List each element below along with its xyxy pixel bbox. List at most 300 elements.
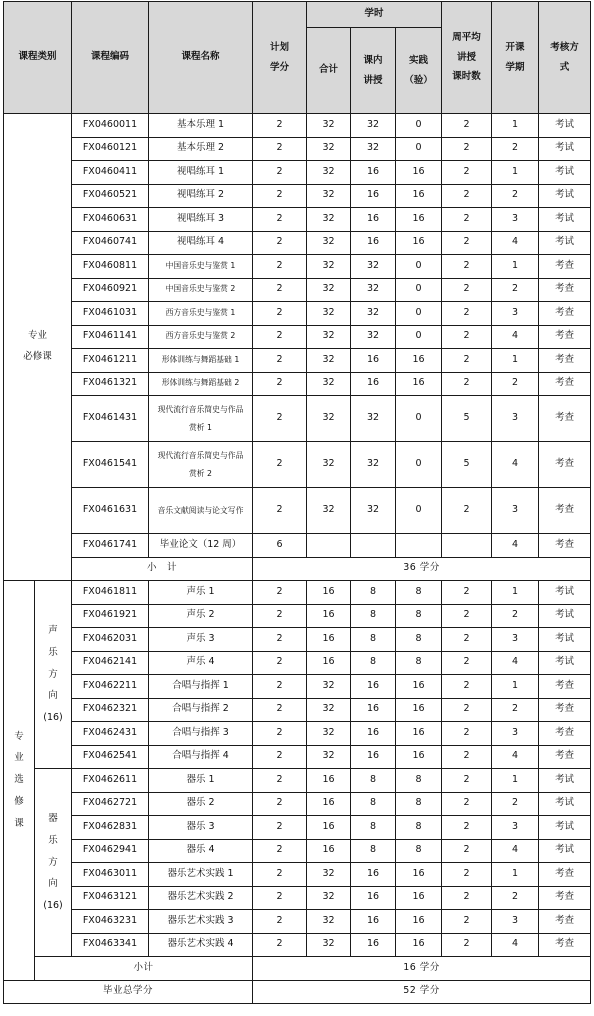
course-name: 器乐艺术实践 1 bbox=[149, 863, 253, 887]
course-name: 器乐 2 bbox=[149, 792, 253, 816]
course-semester: 1 bbox=[492, 675, 539, 699]
course-code: FX0462611 bbox=[72, 769, 149, 793]
course-code: FX0460741 bbox=[72, 231, 149, 255]
course-semester: 1 bbox=[492, 349, 539, 373]
course-name: 形体训练与舞蹈基础 1 bbox=[149, 349, 253, 373]
course-total: 16 bbox=[307, 581, 351, 605]
course-name: 视唱练耳 1 bbox=[149, 161, 253, 185]
table-row bbox=[4, 488, 591, 534]
course-credits: 2 bbox=[253, 488, 307, 534]
header-name: 课程名称 bbox=[149, 2, 253, 114]
table-row bbox=[4, 231, 591, 255]
course-total: 32 bbox=[307, 325, 351, 349]
course-weekly bbox=[442, 534, 492, 558]
course-semester: 4 bbox=[492, 325, 539, 349]
course-assessment: 考查 bbox=[539, 372, 591, 396]
course-credits: 2 bbox=[253, 114, 307, 138]
course-lecture: 8 bbox=[351, 839, 396, 863]
course-name: 声乐 2 bbox=[149, 604, 253, 628]
course-credits: 2 bbox=[253, 278, 307, 302]
course-weekly: 2 bbox=[442, 933, 492, 957]
course-practice: 8 bbox=[396, 792, 442, 816]
course-practice: 16 bbox=[396, 231, 442, 255]
course-lecture: 8 bbox=[351, 604, 396, 628]
course-total: 32 bbox=[307, 442, 351, 488]
course-lecture: 16 bbox=[351, 910, 396, 934]
course-semester: 4 bbox=[492, 231, 539, 255]
course-practice: 16 bbox=[396, 349, 442, 373]
course-semester: 2 bbox=[492, 792, 539, 816]
course-assessment: 考查 bbox=[539, 910, 591, 934]
course-assessment: 考试 bbox=[539, 651, 591, 675]
course-name: 声乐 4 bbox=[149, 651, 253, 675]
table-row bbox=[4, 628, 591, 652]
course-weekly: 2 bbox=[442, 604, 492, 628]
course-weekly: 2 bbox=[442, 161, 492, 185]
course-credits: 2 bbox=[253, 255, 307, 279]
course-assessment: 考查 bbox=[539, 933, 591, 957]
table-row bbox=[4, 372, 591, 396]
header-weekly: 周平均 讲授 课时数 bbox=[442, 2, 492, 114]
course-credits: 2 bbox=[253, 745, 307, 769]
table-body bbox=[4, 114, 591, 1004]
course-practice: 16 bbox=[396, 863, 442, 887]
course-practice: 16 bbox=[396, 208, 442, 232]
course-lecture: 16 bbox=[351, 231, 396, 255]
course-code: FX0463011 bbox=[72, 863, 149, 887]
course-weekly: 2 bbox=[442, 114, 492, 138]
course-total: 32 bbox=[307, 114, 351, 138]
course-lecture: 8 bbox=[351, 651, 396, 675]
table-row bbox=[4, 839, 591, 863]
course-total: 32 bbox=[307, 184, 351, 208]
course-code: FX0461811 bbox=[72, 581, 149, 605]
course-practice: 0 bbox=[396, 137, 442, 161]
course-code: FX0463121 bbox=[72, 886, 149, 910]
course-assessment: 考试 bbox=[539, 114, 591, 138]
course-name: 基本乐理 2 bbox=[149, 137, 253, 161]
course-assessment: 考查 bbox=[539, 442, 591, 488]
course-practice: 16 bbox=[396, 933, 442, 957]
course-weekly: 2 bbox=[442, 208, 492, 232]
course-code: FX0461541 bbox=[72, 442, 149, 488]
course-credits: 2 bbox=[253, 325, 307, 349]
course-total: 16 bbox=[307, 816, 351, 840]
course-credits: 2 bbox=[253, 675, 307, 699]
course-semester: 3 bbox=[492, 722, 539, 746]
table-row bbox=[4, 816, 591, 840]
category-elective: 专 业 选 修 课 bbox=[4, 581, 35, 981]
course-lecture: 8 bbox=[351, 581, 396, 605]
course-weekly: 2 bbox=[442, 651, 492, 675]
course-credits: 2 bbox=[253, 698, 307, 722]
course-code: FX0462541 bbox=[72, 745, 149, 769]
table-row bbox=[4, 933, 591, 957]
course-credits: 2 bbox=[253, 184, 307, 208]
course-assessment: 考试 bbox=[539, 581, 591, 605]
course-name: 现代流行音乐简史与作品赏析 2 bbox=[149, 442, 253, 488]
course-lecture: 16 bbox=[351, 161, 396, 185]
course-total: 32 bbox=[307, 208, 351, 232]
course-assessment: 考查 bbox=[539, 349, 591, 373]
course-lecture: 32 bbox=[351, 302, 396, 326]
course-semester: 3 bbox=[492, 488, 539, 534]
course-credits: 2 bbox=[253, 581, 307, 605]
course-weekly: 2 bbox=[442, 675, 492, 699]
course-total: 32 bbox=[307, 137, 351, 161]
course-weekly: 2 bbox=[442, 792, 492, 816]
course-semester: 4 bbox=[492, 933, 539, 957]
course-code: FX0462941 bbox=[72, 839, 149, 863]
table-row bbox=[4, 910, 591, 934]
course-semester: 2 bbox=[492, 278, 539, 302]
course-lecture: 16 bbox=[351, 863, 396, 887]
course-practice: 16 bbox=[396, 161, 442, 185]
course-semester: 3 bbox=[492, 816, 539, 840]
course-code: FX0461031 bbox=[72, 302, 149, 326]
course-lecture: 8 bbox=[351, 816, 396, 840]
course-credits: 2 bbox=[253, 372, 307, 396]
course-code: FX0462721 bbox=[72, 792, 149, 816]
course-name: 形体训练与舞蹈基础 2 bbox=[149, 372, 253, 396]
course-code: FX0460521 bbox=[72, 184, 149, 208]
subtotal-row-elective bbox=[4, 957, 591, 981]
course-semester: 4 bbox=[492, 745, 539, 769]
course-weekly: 2 bbox=[442, 863, 492, 887]
course-assessment: 考试 bbox=[539, 628, 591, 652]
course-semester: 4 bbox=[492, 651, 539, 675]
course-code: FX0460921 bbox=[72, 278, 149, 302]
course-total: 32 bbox=[307, 745, 351, 769]
course-total: 16 bbox=[307, 651, 351, 675]
header-assessment: 考核方 式 bbox=[539, 2, 591, 114]
course-total: 16 bbox=[307, 628, 351, 652]
course-practice: 0 bbox=[396, 302, 442, 326]
course-semester: 1 bbox=[492, 581, 539, 605]
course-lecture: 16 bbox=[351, 933, 396, 957]
course-code: FX0462431 bbox=[72, 722, 149, 746]
course-semester: 2 bbox=[492, 137, 539, 161]
course-assessment: 考查 bbox=[539, 886, 591, 910]
table-row bbox=[4, 161, 591, 185]
course-total: 32 bbox=[307, 161, 351, 185]
course-weekly: 2 bbox=[442, 372, 492, 396]
course-semester: 1 bbox=[492, 863, 539, 887]
course-code: FX0460411 bbox=[72, 161, 149, 185]
total-row bbox=[4, 980, 591, 1004]
course-lecture: 16 bbox=[351, 372, 396, 396]
course-assessment: 考查 bbox=[539, 255, 591, 279]
course-total: 16 bbox=[307, 792, 351, 816]
course-lecture bbox=[351, 534, 396, 558]
course-lecture: 32 bbox=[351, 255, 396, 279]
course-semester: 3 bbox=[492, 910, 539, 934]
course-weekly: 2 bbox=[442, 886, 492, 910]
course-weekly: 2 bbox=[442, 581, 492, 605]
course-name: 器乐 1 bbox=[149, 769, 253, 793]
course-lecture: 16 bbox=[351, 886, 396, 910]
course-total: 32 bbox=[307, 396, 351, 442]
course-weekly: 2 bbox=[442, 722, 492, 746]
course-weekly: 2 bbox=[442, 137, 492, 161]
course-practice: 0 bbox=[396, 114, 442, 138]
course-name: 合唱与指挥 2 bbox=[149, 698, 253, 722]
header-hours-group: 学时 bbox=[307, 2, 442, 28]
header-category: 课程类别 bbox=[4, 2, 72, 114]
subtotal-row-required bbox=[4, 557, 591, 581]
course-total: 32 bbox=[307, 910, 351, 934]
course-credits: 2 bbox=[253, 231, 307, 255]
table-row bbox=[4, 769, 591, 793]
course-weekly: 2 bbox=[442, 769, 492, 793]
course-code: FX0461741 bbox=[72, 534, 149, 558]
course-name: 声乐 1 bbox=[149, 581, 253, 605]
course-assessment: 考试 bbox=[539, 604, 591, 628]
course-name: 毕业论文（12 周） bbox=[149, 534, 253, 558]
course-name: 合唱与指挥 4 bbox=[149, 745, 253, 769]
instrumental-direction-label: 器 乐 方 向 (16) bbox=[35, 769, 72, 957]
course-practice bbox=[396, 534, 442, 558]
course-assessment: 考查 bbox=[539, 698, 591, 722]
course-code: FX0460121 bbox=[72, 137, 149, 161]
course-semester: 3 bbox=[492, 302, 539, 326]
course-lecture: 32 bbox=[351, 137, 396, 161]
header-semester: 开课 学期 bbox=[492, 2, 539, 114]
table-row bbox=[4, 581, 591, 605]
header-practice: 实践 （验） bbox=[396, 28, 442, 114]
table-row bbox=[4, 745, 591, 769]
course-practice: 8 bbox=[396, 816, 442, 840]
course-practice: 16 bbox=[396, 184, 442, 208]
course-lecture: 16 bbox=[351, 349, 396, 373]
course-semester: 2 bbox=[492, 372, 539, 396]
course-credits: 2 bbox=[253, 886, 307, 910]
course-practice: 0 bbox=[396, 325, 442, 349]
curriculum-table bbox=[3, 1, 591, 1004]
course-name: 器乐艺术实践 2 bbox=[149, 886, 253, 910]
course-practice: 8 bbox=[396, 581, 442, 605]
course-practice: 0 bbox=[396, 278, 442, 302]
course-weekly: 2 bbox=[442, 231, 492, 255]
course-assessment: 考试 bbox=[539, 769, 591, 793]
header-total: 合计 bbox=[307, 28, 351, 114]
header-credits: 计划 学分 bbox=[253, 2, 307, 114]
course-credits: 2 bbox=[253, 208, 307, 232]
course-code: FX0461631 bbox=[72, 488, 149, 534]
course-weekly: 2 bbox=[442, 488, 492, 534]
course-lecture: 32 bbox=[351, 325, 396, 349]
table-row bbox=[4, 137, 591, 161]
course-lecture: 16 bbox=[351, 208, 396, 232]
course-total: 32 bbox=[307, 231, 351, 255]
course-semester: 3 bbox=[492, 628, 539, 652]
course-credits: 2 bbox=[253, 722, 307, 746]
course-practice: 16 bbox=[396, 698, 442, 722]
course-total: 32 bbox=[307, 488, 351, 534]
course-credits: 2 bbox=[253, 349, 307, 373]
course-credits: 2 bbox=[253, 651, 307, 675]
course-code: FX0462141 bbox=[72, 651, 149, 675]
course-practice: 0 bbox=[396, 396, 442, 442]
table-row bbox=[4, 792, 591, 816]
course-credits: 2 bbox=[253, 137, 307, 161]
course-name: 合唱与指挥 3 bbox=[149, 722, 253, 746]
course-credits: 2 bbox=[253, 792, 307, 816]
total-value: 52 学分 bbox=[253, 980, 591, 1004]
header-code: 课程编码 bbox=[72, 2, 149, 114]
course-total: 32 bbox=[307, 698, 351, 722]
course-weekly: 2 bbox=[442, 302, 492, 326]
course-semester: 1 bbox=[492, 255, 539, 279]
course-name: 器乐艺术实践 4 bbox=[149, 933, 253, 957]
table-row bbox=[4, 886, 591, 910]
course-lecture: 32 bbox=[351, 488, 396, 534]
course-assessment: 考试 bbox=[539, 839, 591, 863]
course-name: 现代流行音乐简史与作品赏析 1 bbox=[149, 396, 253, 442]
table-row bbox=[4, 651, 591, 675]
course-credits: 6 bbox=[253, 534, 307, 558]
course-credits: 2 bbox=[253, 863, 307, 887]
course-total: 16 bbox=[307, 769, 351, 793]
course-weekly: 2 bbox=[442, 325, 492, 349]
course-lecture: 8 bbox=[351, 769, 396, 793]
course-name: 中国音乐史与鉴赏 2 bbox=[149, 278, 253, 302]
course-total: 16 bbox=[307, 839, 351, 863]
course-total: 32 bbox=[307, 933, 351, 957]
course-practice: 16 bbox=[396, 372, 442, 396]
course-assessment: 考查 bbox=[539, 863, 591, 887]
course-weekly: 2 bbox=[442, 816, 492, 840]
table-row bbox=[4, 396, 591, 442]
course-credits: 2 bbox=[253, 442, 307, 488]
course-practice: 8 bbox=[396, 651, 442, 675]
course-semester: 3 bbox=[492, 396, 539, 442]
course-weekly: 2 bbox=[442, 349, 492, 373]
course-assessment: 考查 bbox=[539, 302, 591, 326]
course-assessment: 考试 bbox=[539, 161, 591, 185]
course-weekly: 2 bbox=[442, 698, 492, 722]
subtotal-value: 36 学分 bbox=[253, 557, 591, 581]
table-row bbox=[4, 863, 591, 887]
course-credits: 2 bbox=[253, 161, 307, 185]
course-practice: 0 bbox=[396, 255, 442, 279]
course-assessment: 考查 bbox=[539, 488, 591, 534]
course-semester: 1 bbox=[492, 161, 539, 185]
course-assessment: 考查 bbox=[539, 722, 591, 746]
course-name: 器乐 3 bbox=[149, 816, 253, 840]
course-lecture: 32 bbox=[351, 396, 396, 442]
table-row bbox=[4, 675, 591, 699]
course-total: 32 bbox=[307, 372, 351, 396]
course-credits: 2 bbox=[253, 604, 307, 628]
course-semester: 4 bbox=[492, 839, 539, 863]
course-name: 西方音乐史与鉴赏 1 bbox=[149, 302, 253, 326]
table-row bbox=[4, 255, 591, 279]
course-weekly: 2 bbox=[442, 910, 492, 934]
course-practice: 8 bbox=[396, 839, 442, 863]
table-row bbox=[4, 722, 591, 746]
table-row bbox=[4, 278, 591, 302]
course-weekly: 2 bbox=[442, 278, 492, 302]
course-credits: 2 bbox=[253, 769, 307, 793]
course-assessment: 考试 bbox=[539, 792, 591, 816]
table-row bbox=[4, 349, 591, 373]
table-row bbox=[4, 184, 591, 208]
vocal-direction-label: 声 乐 方 向 (16) bbox=[35, 581, 72, 769]
course-lecture: 8 bbox=[351, 628, 396, 652]
course-name: 视唱练耳 2 bbox=[149, 184, 253, 208]
course-total: 32 bbox=[307, 886, 351, 910]
course-credits: 2 bbox=[253, 302, 307, 326]
course-assessment: 考试 bbox=[539, 231, 591, 255]
course-lecture: 32 bbox=[351, 278, 396, 302]
header-lecture: 课内 讲授 bbox=[351, 28, 396, 114]
course-practice: 16 bbox=[396, 745, 442, 769]
course-name: 音乐文献阅读与论文写作 bbox=[149, 488, 253, 534]
course-semester: 1 bbox=[492, 769, 539, 793]
subtotal-value: 16 学分 bbox=[253, 957, 591, 981]
category-required: 专业 必修课 bbox=[4, 114, 72, 581]
course-assessment: 考查 bbox=[539, 745, 591, 769]
course-name: 视唱练耳 3 bbox=[149, 208, 253, 232]
course-code: FX0461431 bbox=[72, 396, 149, 442]
course-code: FX0462831 bbox=[72, 816, 149, 840]
course-name: 器乐 4 bbox=[149, 839, 253, 863]
course-name: 中国音乐史与鉴赏 1 bbox=[149, 255, 253, 279]
course-total: 16 bbox=[307, 604, 351, 628]
course-code: FX0461141 bbox=[72, 325, 149, 349]
course-total: 32 bbox=[307, 302, 351, 326]
course-practice: 16 bbox=[396, 722, 442, 746]
course-total: 32 bbox=[307, 863, 351, 887]
course-weekly: 2 bbox=[442, 184, 492, 208]
course-assessment: 考查 bbox=[539, 325, 591, 349]
course-credits: 2 bbox=[253, 910, 307, 934]
course-code: FX0462031 bbox=[72, 628, 149, 652]
course-lecture: 16 bbox=[351, 722, 396, 746]
subtotal-label: 小 计 bbox=[72, 557, 253, 581]
course-lecture: 16 bbox=[351, 698, 396, 722]
course-weekly: 2 bbox=[442, 628, 492, 652]
course-weekly: 5 bbox=[442, 396, 492, 442]
course-semester: 2 bbox=[492, 698, 539, 722]
course-code: FX0461211 bbox=[72, 349, 149, 373]
course-weekly: 2 bbox=[442, 745, 492, 769]
course-code: FX0463231 bbox=[72, 910, 149, 934]
course-assessment: 考试 bbox=[539, 816, 591, 840]
course-total: 32 bbox=[307, 278, 351, 302]
course-semester: 3 bbox=[492, 208, 539, 232]
table-row bbox=[4, 604, 591, 628]
course-total: 32 bbox=[307, 722, 351, 746]
course-assessment: 考试 bbox=[539, 184, 591, 208]
course-lecture: 8 bbox=[351, 792, 396, 816]
course-semester: 1 bbox=[492, 114, 539, 138]
course-semester: 2 bbox=[492, 886, 539, 910]
course-practice: 16 bbox=[396, 675, 442, 699]
course-practice: 0 bbox=[396, 442, 442, 488]
course-practice: 8 bbox=[396, 604, 442, 628]
course-credits: 2 bbox=[253, 839, 307, 863]
course-credits: 2 bbox=[253, 628, 307, 652]
course-practice: 16 bbox=[396, 910, 442, 934]
course-semester: 2 bbox=[492, 184, 539, 208]
course-name: 合唱与指挥 1 bbox=[149, 675, 253, 699]
course-semester: 4 bbox=[492, 442, 539, 488]
subtotal-label: 小计 bbox=[35, 957, 253, 981]
course-credits: 2 bbox=[253, 933, 307, 957]
course-practice: 16 bbox=[396, 886, 442, 910]
